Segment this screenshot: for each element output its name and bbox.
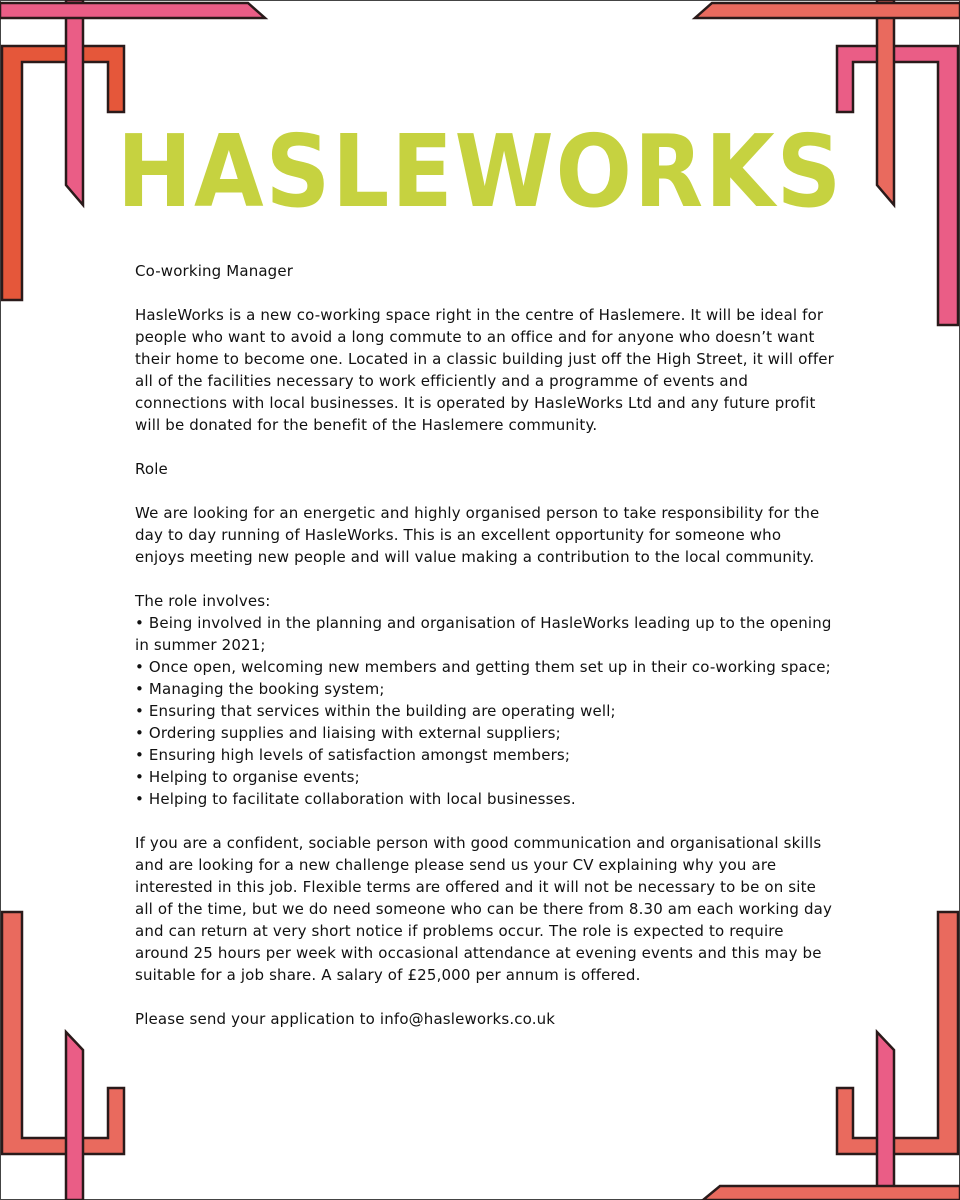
list-item: • Helping to organise events;	[135, 766, 835, 788]
deco-bar-pink	[66, 1032, 83, 1200]
responsibilities-list	[135, 612, 835, 810]
closing-paragraph: If you are a confident, sociable person with good communication and organisational skills and are looking for a new challenge please send us your CV explaining why you are interested in this job. Flexible terms are offered and it will not be necessary to be on site all of the time, but we do need someone who can be there from 8.30 am each working day and can return at very short notice if problems occur. The role is expected to require around 25 hours per week with occasional attendance at evening events and this may be suitable for a job share. A salary of £25,000 per annum is offered.	[135, 834, 833, 984]
list-item: • Managing the booking system;	[135, 678, 835, 700]
list-item: • Once open, welcoming new members and getting them set up in their co-working space;	[135, 656, 835, 678]
list-item: • Ordering supplies and liaising with external suppliers;	[135, 722, 835, 744]
deco-bracket-orange	[2, 46, 124, 300]
deco-bar-pink	[877, 1032, 894, 1200]
deco-bracket-coral	[837, 912, 958, 1154]
deco-bar-pink	[66, 0, 83, 205]
intro-paragraph: HasleWorks is a new co-working space right in the centre of Haslemere. It will be ideal for people who want to avoid a long commute to an office and for anyone who doesn’t want their home to become one. Located in a classic building just off the High Street, it will offer all of the facilities necessary to work efficiently and a programme of events and connections with local businesses. It is operated by HasleWorks Ltd and any future profit will be donated for the benefit of the Haslemere community.	[135, 306, 834, 434]
job-description	[135, 260, 835, 1030]
role-paragraph: We are looking for an energetic and highly organised person to take responsibility for the day to day running of HasleWorks. This is an excellent opportunity for someone who enjoys meeting new people and will value making a contribution to the local community.	[135, 504, 820, 566]
list-item: • Ensuring that services within the building are operating well;	[135, 700, 835, 722]
involves-heading: The role involves:	[135, 592, 271, 610]
corner-decoration-bottom-left	[2, 912, 124, 1200]
hasleworks-logo: HASLEWORKS	[116, 113, 844, 230]
deco-bar-pink	[0, 3, 265, 18]
deco-bar-coral	[877, 0, 894, 205]
deco-bar-coral	[695, 3, 960, 18]
application-line: Please send your application to info@hasleworks.co.uk	[135, 1010, 556, 1028]
list-item: • Being involved in the planning and organisation of HasleWorks leading up to the opening in summer 2021;	[135, 612, 835, 656]
list-item: • Helping to facilitate collaboration with local businesses.	[135, 788, 835, 810]
deco-bracket-pink	[837, 46, 958, 325]
deco-bracket-coral	[2, 912, 124, 1154]
deco-bar-coral	[703, 1186, 960, 1200]
job-title: Co-working Manager	[135, 262, 294, 280]
role-heading: Role	[135, 460, 168, 478]
list-item: • Ensuring high levels of satisfaction amongst members;	[135, 744, 835, 766]
